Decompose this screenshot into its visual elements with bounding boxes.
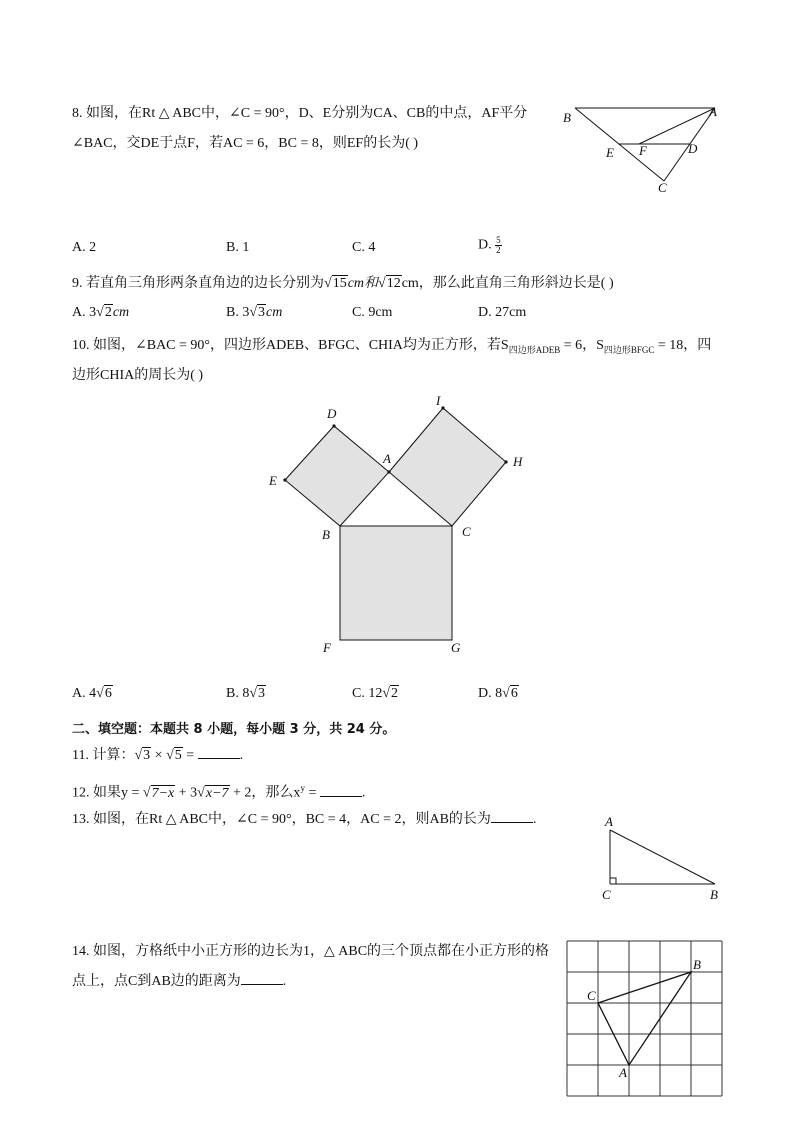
q13-label-c: C [602, 887, 611, 902]
q8-label-f: F [639, 143, 647, 158]
q8-label-a: A [709, 104, 717, 119]
q10-label-c: C [462, 524, 471, 539]
q8-label-c: C [658, 180, 667, 195]
q13-label-b: B [710, 887, 718, 902]
q8-figure [555, 98, 735, 198]
q14-line1: 14. 如图，方格纸中小正方形的边长为1，△ ABC的三个顶点都在小正方形的格 [72, 944, 550, 959]
q8-label-e: E [606, 145, 614, 160]
q14-line2: 点上，点C到AB边的距离为 . [72, 974, 287, 989]
q14-label-c: C [587, 988, 596, 1003]
section-title-fill-in: 二、填空题：本题共 8 小题，每小题 3 分，共 24 分。 [72, 722, 396, 737]
q12: 12. 如果y = √7−x + 3√x−7 + 2，那么$x^y$ = . [72, 783, 366, 801]
q14-label-b: B [693, 957, 701, 972]
q10-figure [260, 392, 540, 662]
q10-label-d: D [327, 406, 337, 421]
q10-label-g: G [451, 640, 461, 655]
q10-line1: 10. 如图，∠BAC = 90°，四边形ADEB、BFGC、CHIA均为正方形，若$S_{四边形ADEB} = 6$，$S_{四边形BFGC} = 18$，四 [72, 338, 712, 355]
q10-label-a: A [383, 451, 391, 466]
q8-option-d[interactable] [478, 236, 502, 255]
q10-label-h: H [513, 454, 523, 469]
q9-option-a[interactable]: A. 3√2cm [72, 305, 130, 320]
q14-grid-figure [560, 934, 730, 1098]
q8-label-b: B [563, 110, 571, 125]
q10-line2: 边形CHIA的周长为( ) [72, 368, 204, 383]
q8-option-a[interactable]: A. 2 [72, 240, 97, 255]
q9-option-b[interactable]: B. 3√3cm [226, 305, 283, 320]
q9-option-d[interactable]: D. 27cm [478, 305, 527, 320]
q8-option-c[interactable]: C. 4 [352, 240, 376, 255]
q9-option-c[interactable]: C. 9cm [352, 305, 393, 320]
q13-label-a: A [605, 814, 613, 829]
q10-option-c[interactable]: C. 12√2 [352, 686, 399, 701]
q14-answer-blank[interactable] [241, 972, 283, 985]
q11-answer-blank[interactable] [198, 746, 240, 759]
q8-line2: ∠BAC，交DE于点F，若AC = 6，BC = 8，则EF的长为( ) [72, 136, 419, 151]
q8-line1: 8. 如图，在Rt △ ABC中，∠C = 90°，D、E分别为CA、CB的中点，AF平分 [72, 106, 528, 121]
q8-option-d-fraction: $\frac{5}{2}$ [496, 235, 501, 255]
q11: 11. 计算：√3 × √5 = . [72, 748, 244, 763]
q14-label-a: A [619, 1065, 627, 1080]
q13-figure [596, 812, 726, 904]
q10-option-d[interactable]: D. 8√6 [478, 686, 518, 701]
q10-label-i: I [436, 393, 441, 408]
q10-option-a[interactable]: A. 4√6 [72, 686, 112, 701]
q8-option-b[interactable]: B. 1 [226, 240, 250, 255]
q8-option-d-label: D. [478, 237, 492, 253]
q10-label-f: F [323, 640, 331, 655]
q10-label-b: B [322, 527, 330, 542]
q10-label-e: E [269, 473, 277, 488]
q9-stem: 9. 若直角三角形两条直角边的边长分别为√15cm和√12cm，那么此直角三角形斜边长是( ) [72, 276, 614, 291]
q12-answer-blank[interactable] [320, 784, 362, 797]
q8-label-d: D [688, 141, 698, 156]
q13-answer-blank[interactable] [491, 810, 533, 823]
q10-option-b[interactable]: B. 8√3 [226, 686, 266, 701]
q13: 13. 如图，在Rt △ ABC中，∠C = 90°，BC = 4，AC = 2，则AB的长为 . [72, 812, 537, 827]
